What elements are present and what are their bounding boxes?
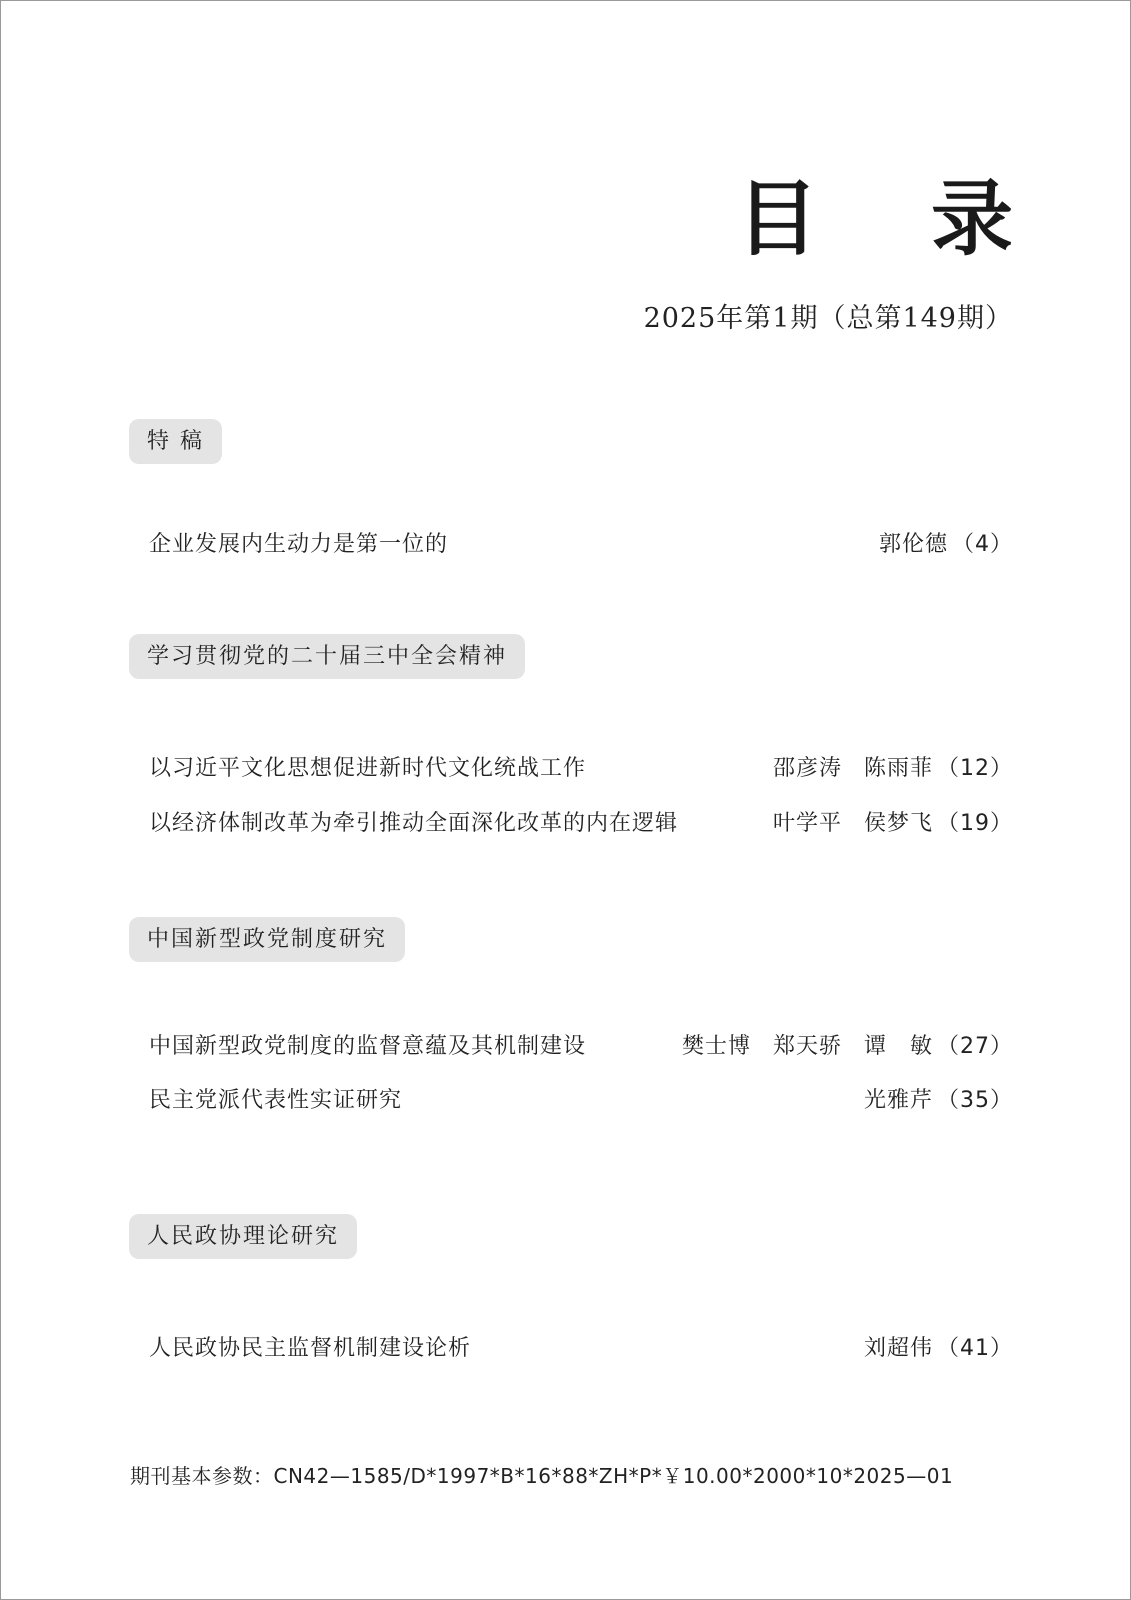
author: 郭伦德	[878, 532, 948, 557]
section-label-cppcc: 人民政协理论研究	[129, 1214, 357, 1259]
author: 侯梦飞	[863, 811, 933, 836]
toc-entry[interactable]	[149, 1086, 1013, 1116]
section-label-plenum: 学习贯彻党的二十届三中全会精神	[129, 634, 525, 679]
author: 陈雨菲	[863, 756, 933, 781]
page-ref: （19）	[937, 811, 1013, 836]
author: 谭 敏	[863, 1034, 933, 1059]
page-ref: （35）	[937, 1088, 1013, 1113]
author: 樊士博	[681, 1034, 751, 1059]
page-ref: （12）	[937, 756, 1013, 781]
article-title: 以习近平文化思想促进新时代文化统战工作	[149, 756, 587, 781]
toc-entry[interactable]	[149, 530, 1013, 560]
issue-number: 2025年第1期（总第149期）	[643, 303, 1013, 334]
article-title: 人民政协民主监督机制建设论析	[149, 1336, 472, 1361]
page-title: 目 录	[736, 171, 1055, 267]
author: 光雅芹	[863, 1088, 933, 1113]
toc-entry[interactable]	[149, 1032, 1013, 1062]
article-title: 民主党派代表性实证研究	[149, 1088, 403, 1113]
author: 郑天骄	[772, 1034, 842, 1059]
page-ref: （41）	[937, 1336, 1013, 1361]
article-title: 中国新型政党制度的监督意蕴及其机制建设	[149, 1034, 587, 1059]
author: 邵彦涛	[772, 756, 842, 781]
article-title: 以经济体制改革为牵引推动全面深化改革的内在逻辑	[149, 811, 679, 836]
toc-entry[interactable]	[149, 1334, 1013, 1364]
section-label-special: 特 稿	[129, 419, 222, 464]
journal-parameters: 期刊基本参数：CN42—1585/D*1997*B*16*88*ZH*P*￥10.00*2000*10*2025—01	[130, 1464, 954, 1488]
section-label-party-system: 中国新型政党制度研究	[129, 917, 405, 962]
author: 刘超伟	[863, 1336, 933, 1361]
article-title: 企业发展内生动力是第一位的	[149, 532, 449, 557]
author: 叶学平	[772, 811, 842, 836]
toc-entry[interactable]	[149, 754, 1013, 784]
toc-entry[interactable]	[149, 809, 1013, 839]
page-ref: （4）	[952, 532, 1013, 557]
page-ref: （27）	[937, 1034, 1013, 1059]
